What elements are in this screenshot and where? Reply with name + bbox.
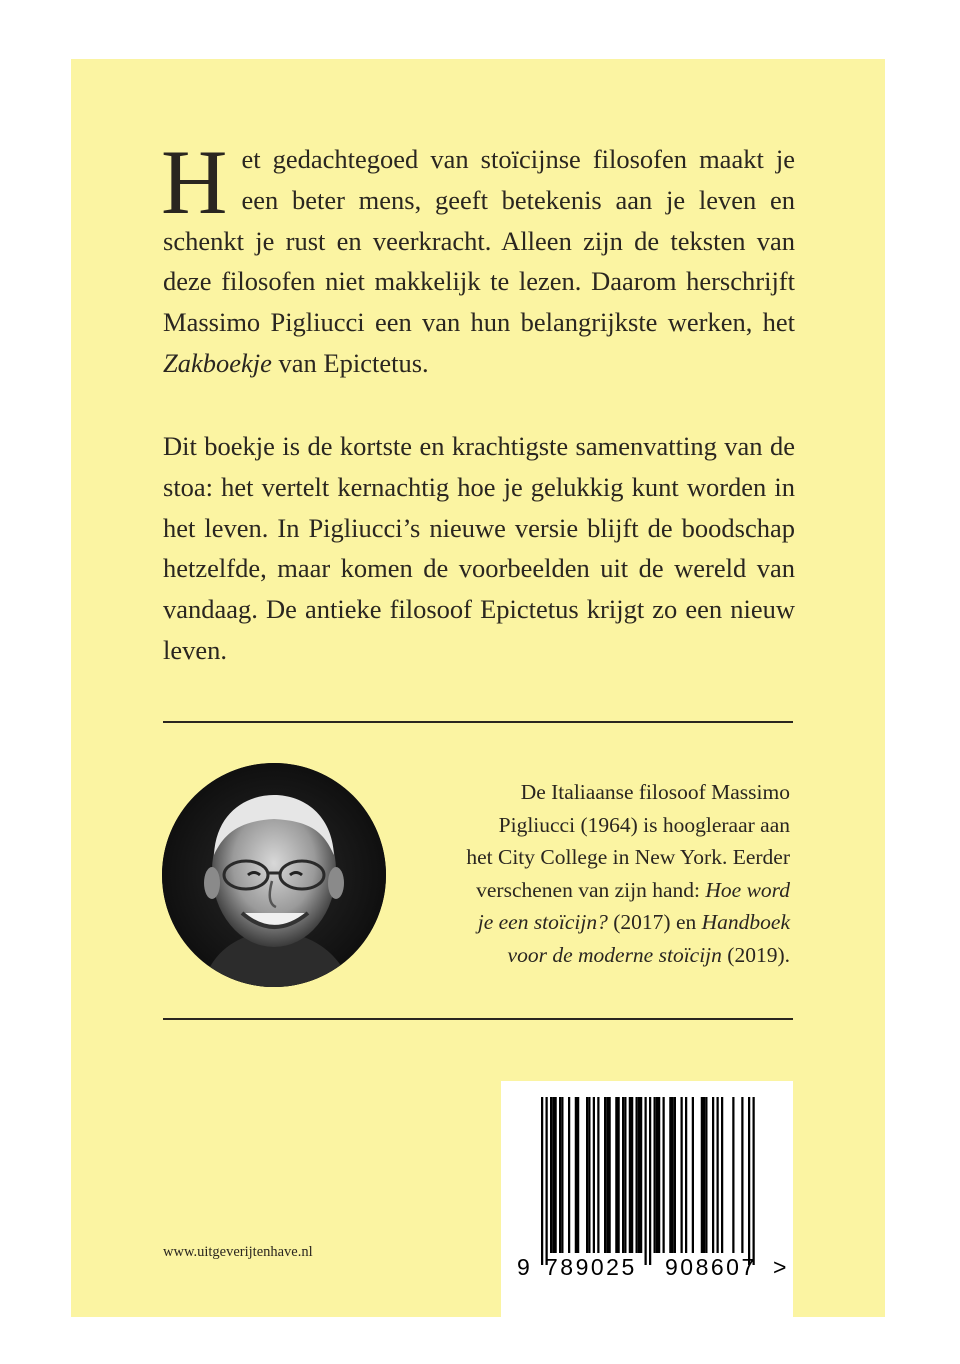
- barcode-bar: [609, 1097, 611, 1253]
- barcode-bar: [701, 1097, 703, 1253]
- barcode-bar: [586, 1097, 588, 1253]
- barcode-bar: [559, 1097, 561, 1253]
- blurb-text-1-end: van Epictetus.: [271, 347, 429, 378]
- bio-line: [395, 776, 790, 809]
- barcode-bar: [753, 1097, 755, 1265]
- barcode-bar: [561, 1097, 563, 1253]
- barcode-bar: [606, 1097, 608, 1253]
- barcode-bar: [681, 1097, 683, 1253]
- barcode-bar: [663, 1097, 665, 1253]
- bio-text: De Italiaanse filosoof Massimo: [520, 780, 790, 804]
- bio-line: [395, 906, 790, 939]
- barcode-bar: [674, 1097, 676, 1253]
- barcode-bar: [568, 1097, 570, 1253]
- barcode-bar: [685, 1097, 687, 1253]
- bio-title-italic: Handboek: [701, 910, 790, 934]
- author-portrait: [162, 763, 386, 987]
- drop-cap: H: [161, 131, 228, 233]
- divider-bottom: [163, 1018, 793, 1020]
- book-title-italic: Zakboekje: [163, 347, 272, 378]
- bio-text: het City College in New York. Eerder: [466, 845, 790, 869]
- barcode-bar: [615, 1097, 617, 1253]
- barcode-bar: [636, 1097, 638, 1253]
- barcode-bar: [672, 1097, 674, 1253]
- barcode-bar: [640, 1097, 642, 1253]
- barcode-bar: [604, 1097, 606, 1253]
- bio-line: [395, 874, 790, 907]
- isbn-digit-group-1: 789025: [545, 1254, 637, 1280]
- divider-top: [163, 721, 793, 723]
- blurb-text-1: et gedachtegoed van stoïcijnse filosofen maakt je een beter mens, geeft betekenis aan je leven en schenkt je rust en veerkracht. Alleen zijn de teksten van deze filosofen niet makkelijk te lezen. Daarom herschrijft Massimo Pigliucci een van hun belangrijkste werken, het: [163, 144, 795, 338]
- author-photo-illustration: [162, 763, 386, 987]
- barcode-bar: [593, 1097, 595, 1253]
- barcode-bar: [631, 1097, 633, 1253]
- barcode-bar: [577, 1097, 579, 1253]
- barcode-bar: [624, 1097, 626, 1253]
- barcode-bar: [705, 1097, 707, 1253]
- barcode-bar: [712, 1097, 714, 1253]
- bio-line: [395, 841, 790, 874]
- bio-text: (2019).: [721, 942, 790, 967]
- barcode-bar: [658, 1097, 660, 1253]
- barcode-bar: [597, 1097, 599, 1253]
- barcode-bar: [692, 1097, 694, 1253]
- isbn-digits: [517, 1254, 787, 1288]
- barcode-bar: [656, 1097, 658, 1253]
- bio-title-italic: voor de moderne stoïcijn: [507, 942, 722, 967]
- blurb-paragraph-1: [161, 131, 795, 384]
- bio-text: (2017) en: [607, 910, 702, 934]
- barcode-bar: [550, 1097, 552, 1253]
- barcode-bar: [555, 1097, 557, 1253]
- barcode-bar: [629, 1097, 631, 1253]
- barcode-bar: [618, 1097, 620, 1253]
- isbn-digit-prefix: 9: [517, 1254, 530, 1280]
- barcode-bar: [622, 1097, 624, 1253]
- author-bio: [395, 776, 790, 971]
- bio-title-italic: je een stoïcijn?: [477, 910, 608, 934]
- barcode-bar: [588, 1097, 590, 1253]
- barcode-bar: [703, 1097, 705, 1253]
- barcode-bar: [638, 1097, 640, 1253]
- publisher-url: www.uitgeverijtenhave.nl: [163, 1244, 313, 1260]
- barcode-bar: [717, 1097, 719, 1253]
- barcode-bar: [541, 1097, 543, 1265]
- bio-title-italic: Hoe word: [705, 877, 790, 902]
- barcode-bar: [552, 1097, 554, 1253]
- barcode-bar: [741, 1097, 743, 1253]
- bio-text: Pigliucci (1964) is hoogleraar aan: [498, 812, 790, 837]
- barcode-bar: [669, 1097, 671, 1253]
- barcode-bar: [649, 1097, 651, 1265]
- isbn-digit-group-2: 908607: [665, 1254, 757, 1280]
- barcode-bar: [645, 1097, 647, 1265]
- bio-line: [395, 809, 790, 842]
- isbn-quiet-zone-marker: >: [773, 1254, 787, 1280]
- bio-line: [395, 939, 790, 972]
- blurb-paragraph-2: Dit boekje is de kortste en krachtigste samenvatting van de stoa: het vertelt kernachtig hoe je gelukkig kunt worden in het leven. In Pigliucci’s nieuwe versie blijft de boodschap hetzelfde, maar komen de voorbeelden uit de wereld van vandaag. De antieke filosoof Epictetus krijgt zo een nieuw leven.: [163, 431, 795, 665]
- barcode-bar: [748, 1097, 750, 1265]
- barcode-bar: [575, 1097, 577, 1253]
- bio-text: verschenen van zijn hand:: [476, 877, 706, 902]
- barcode-bar: [654, 1097, 656, 1253]
- barcode-bar: [546, 1097, 548, 1265]
- barcode-bar: [721, 1097, 723, 1253]
- barcode-bar: [732, 1097, 734, 1253]
